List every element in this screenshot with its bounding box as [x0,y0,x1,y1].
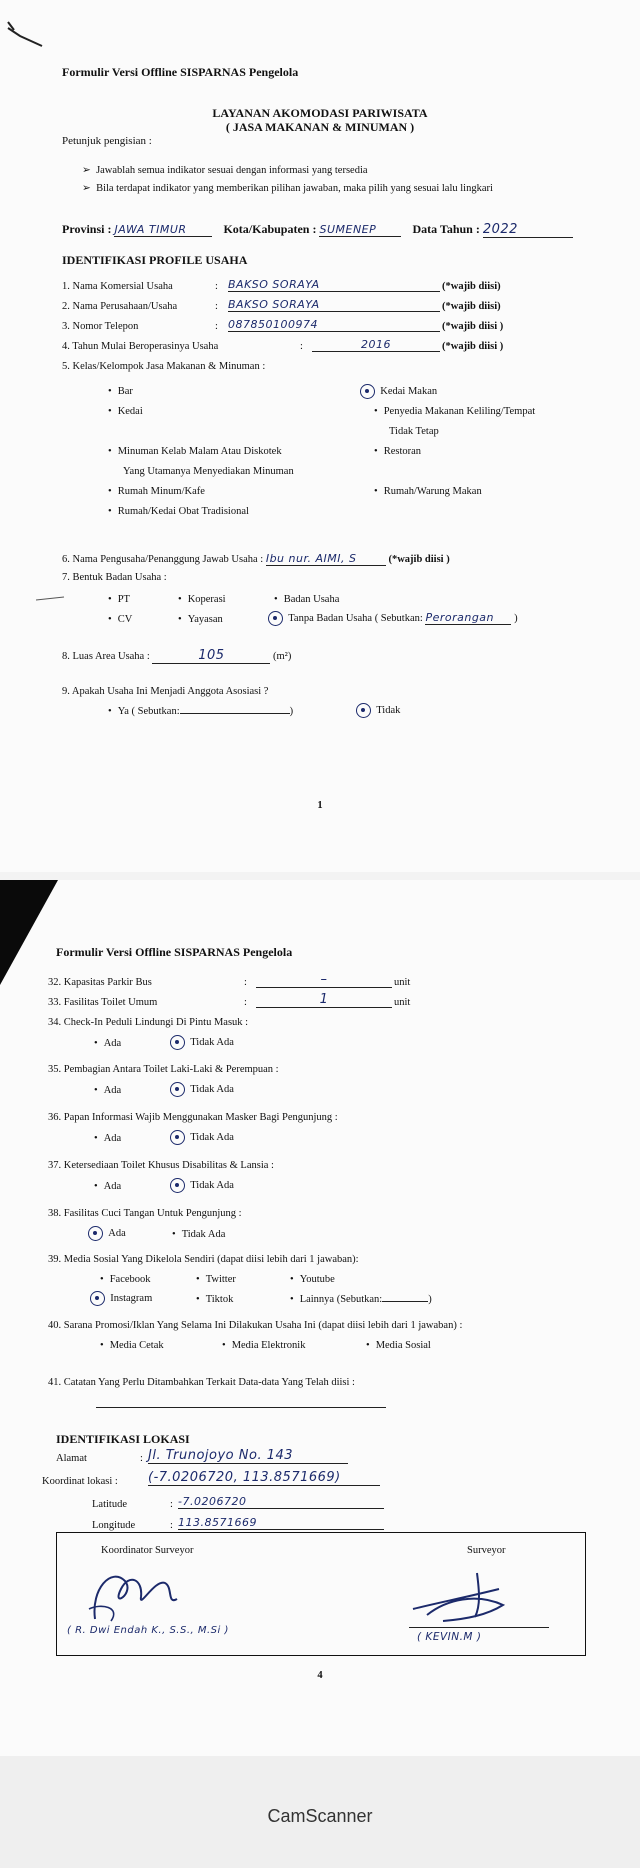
selected-circle-icon [170,1178,185,1193]
q3-required: (*wajib diisi ) [442,321,504,332]
scanner-brand: CamScanner [267,1806,373,1826]
option-pt[interactable]: • PT [108,594,130,605]
option-badan-usaha[interactable]: • Badan Usaha [274,594,339,605]
scanner-footer [0,1756,640,1868]
option-minuman-kelab[interactable]: • Minuman Kelab Malam Atau Diskotek [108,446,282,457]
q40-media-elektronik[interactable]: • Media Elektronik [222,1340,305,1351]
option-yayasan[interactable]: • Yayasan [178,614,223,625]
longitude-label: Longitude [92,1520,136,1531]
selected-circle-icon [360,384,375,399]
surveyor-signature [407,1569,527,1625]
q2-field[interactable]: BAKSO SORAYA [228,298,440,312]
q6-row: 6. Nama Pengusaha/Penanggung Jawab Usaha : Ibu nur. AIMI, S (*wajib diisi ) [62,552,450,565]
provinsi-field[interactable]: JAWA TIMUR [114,223,212,237]
latitude-label: Latitude [92,1499,127,1510]
form-page-1: Formulir Versi Offline SISPARNAS Pengelola LAYANAN AKOMODASI PARIWISATA ( JASA MAKANAN & MINUMAN ) Petunjuk pengisian : ➢ Jawablah semua indikator sesuai dengan informasi yang tersedia ➢ Bila terdapat indikator yang memberikan pilihan jawaban, maka pilih yang sesuai lalu lingkari Provinsi : JAWA TIMUR Kota/Kabupaten : SUMENEP Data Tahun : 2022 IDENTIFIKASI PROFILE USAHA 1. Nama Komersial Usaha : BAKSO SORAYA (*wajib diisi) 2. Nama Perusahaan/Usaha : BAKSO SORAYA (*wajib diisi) 3. Nomor Telepon : 087850100974 (*wajib diisi ) 4. Tahun Mulai Beroperasinya Usaha : 2016 (*wajib diisi ) 5. Kelas/Kelompok Jasa Makanan & Minuman : • Bar • Kedai • Minuman Kelab Malam Atau Diskotek Yang Utamanya Menyediakan Minuman • Rumah Minum/Kafe • Rumah/Kedai Obat Tradisional Kedai Makan • Penyedia Makanan Keliling/Tempat Tidak Tetap • Restoran • Rumah/Warung Makan 6. Nama Pengusaha/Penanggung Jawab Usaha : Ibu nur. AIMI, S (*wajib diisi ) 7. Bentuk Badan Usaha : • PT • Koperasi • Badan Usaha • CV • Yayasan Tanpa Badan Usaha ( Sebutkan: Perorangan ) 8. Luas Area Usaha : 105 (m²) 9. Apakah Usaha Ini Menjadi Anggota Asosiasi ? • Ya ( Sebutkan: ) Tidak 1 [0,0,640,872]
instruction-item: ➢ Bila terdapat indikator yang memberikan pilihan jawaban, maka pilih yang sesuai lalu lingkari [82,183,493,194]
option-kedai[interactable]: • Kedai [108,406,143,417]
q8-row: 8. Luas Area Usaha : 105 (m²) [62,648,292,663]
koordinator-signature [81,1559,191,1629]
kota-field[interactable]: SUMENEP [319,223,401,237]
selected-circle-icon [268,611,283,626]
selected-circle-icon [170,1082,185,1097]
option-kedai-obat[interactable]: • Rumah/Kedai Obat Tradisional [108,506,249,517]
q39-twitter[interactable]: • Twitter [196,1274,236,1285]
q38-label: 38. Fasilitas Cuci Tangan Untuk Pengunjung : [48,1208,242,1219]
lokasi-title: IDENTIFIKASI LOKASI [56,1432,190,1446]
option-kedai-makan[interactable]: Kedai Makan [360,384,437,399]
option-rumah-minum[interactable]: • Rumah Minum/Kafe [108,486,205,497]
option-rumah-warung[interactable]: • Rumah/Warung Makan [374,486,482,497]
q34-label: 34. Check-In Peduli Lindungi Di Pintu Masuk : [48,1017,249,1028]
q35-label: 35. Pembagian Antara Toilet Laki-Laki & Perempuan : [48,1064,279,1075]
instruction-item: ➢ Jawablah semua indikator sesuai dengan informasi yang tersedia [82,165,368,176]
q32-field[interactable]: – [256,972,392,988]
alamat-field[interactable]: Jl. Trunojoyo No. 143 [148,1448,348,1464]
selected-circle-icon [88,1226,103,1241]
q36-tidak-ada[interactable]: Tidak Ada [170,1130,234,1145]
q35-tidak-ada[interactable]: Tidak Ada [170,1082,234,1097]
option-restoran[interactable]: • Restoran [374,446,421,457]
form-subtitle: ( JASA MAKANAN & MINUMAN ) [225,120,415,134]
option-ya[interactable]: • Ya ( Sebutkan: ) [108,706,293,717]
option-koperasi[interactable]: • Koperasi [178,594,226,605]
option-penyedia-keliling-cont: Tidak Tetap [389,426,439,437]
scan-shadow [0,880,60,990]
q3-field[interactable]: 087850100974 [228,318,440,332]
q39-label: 39. Media Sosial Yang Dikelola Sendiri (dapat diisi lebih dari 1 jawaban): [48,1254,359,1265]
q36-ada[interactable]: • Ada [94,1133,121,1144]
q41-field[interactable] [96,1407,386,1408]
unit-label: unit [394,997,411,1008]
option-bar[interactable]: • Bar [108,386,133,397]
instructions-label: Petunjuk pengisian : [62,135,152,147]
q3-label: 3. Nomor Telepon [62,321,139,332]
latitude-field[interactable]: -7.0206720 [178,1495,384,1509]
pen-mark-icon [6,18,46,48]
q39-tiktok[interactable]: • Tiktok [196,1294,233,1305]
q4-label: 4. Tahun Mulai Beroperasinya Usaha [62,341,219,352]
alamat-label: Alamat [56,1453,87,1464]
q40-media-sosial[interactable]: • Media Sosial [366,1340,431,1351]
form-title: LAYANAN AKOMODASI PARIWISATA [212,106,428,120]
q1-required: (*wajib diisi) [442,281,501,292]
koordinator-label: Koordinator Surveyor [101,1545,194,1556]
provinsi-row: Provinsi : JAWA TIMUR Kota/Kabupaten : SUMENEP Data Tahun : 2022 [62,222,573,238]
koordinator-name: ( R. Dwi Endah K., S.S., M.Si ) [67,1625,229,1636]
q39-facebook[interactable]: • Facebook [100,1274,151,1285]
q32-label: 32. Kapasitas Parkir Bus [48,977,152,988]
unit-label: unit [394,977,411,988]
koordinat-field[interactable]: (-7.0206720, 113.8571669) [148,1470,380,1486]
q1-field[interactable]: BAKSO SORAYA [228,278,440,292]
q40-label: 40. Sarana Promosi/Iklan Yang Selama Ini Dilakukan Usaha Ini (dapat diisi lebih dari 1 jawaban) : [48,1320,463,1331]
q39-youtube[interactable]: • Youtube [290,1274,335,1285]
tahun-field[interactable]: 2022 [483,222,573,238]
arrow-icon: ➢ [82,165,97,176]
form-header: Formulir Versi Offline SISPARNAS Pengelola [56,945,293,959]
surveyor-label: Surveyor [467,1545,506,1556]
q34-tidak-ada[interactable]: Tidak Ada [170,1035,234,1050]
q38-tidak-ada[interactable]: • Tidak Ada [172,1229,225,1240]
signature-box [56,1532,586,1656]
option-cv[interactable]: • CV [108,614,132,625]
q37-ada[interactable]: • Ada [94,1181,121,1192]
koordinat-label: Koordinat lokasi : [42,1476,118,1487]
q37-tidak-ada[interactable]: Tidak Ada [170,1178,234,1193]
selected-circle-icon [170,1035,185,1050]
q1-label: 1. Nama Komersial Usaha [62,281,173,292]
section-title: IDENTIFIKASI PROFILE USAHA [62,253,248,267]
q4-required: (*wajib diisi ) [442,341,504,352]
q39-lainnya[interactable]: • Lainnya (Sebutkan: ) [290,1294,432,1305]
pen-stroke-icon [36,596,66,602]
q39-instagram[interactable]: Instagram [90,1291,152,1306]
q9-label: 9. Apakah Usaha Ini Menjadi Anggota Asosiasi ? [62,686,269,697]
q8-field[interactable]: 105 [152,648,270,664]
q33-field[interactable]: 1 [256,992,392,1008]
q7-label: 7. Bentuk Badan Usaha : [62,572,167,583]
q40-media-cetak[interactable]: • Media Cetak [100,1340,164,1351]
q41-label: 41. Catatan Yang Perlu Ditambahkan Terkait Data-data Yang Telah diisi : [48,1377,355,1388]
option-tidak[interactable]: Tidak [356,703,400,718]
q37-label: 37. Ketersediaan Toilet Khusus Disabilitas & Lansia : [48,1160,274,1171]
selected-circle-icon [170,1130,185,1145]
longitude-field[interactable]: 113.8571669 [178,1516,384,1530]
page-number: 4 [317,1670,323,1681]
q5-label: 5. Kelas/Kelompok Jasa Makanan & Minuman : [62,361,266,372]
form-header: Formulir Versi Offline SISPARNAS Pengelola [62,65,299,79]
selected-circle-icon [356,703,371,718]
form-page-2: Formulir Versi Offline SISPARNAS Pengelola 32. Kapasitas Parkir Bus : – unit 33. Fasilitas Toilet Umum : 1 unit 34. Check-In Peduli Lindungi Di Pintu Masuk : • Ada Tidak Ada 35. Pembagian Antara Toilet Laki-Laki & Perempuan : • Ada Tidak Ada 36. Papan Informasi Wajib Menggunakan Masker Bagi Pengunjung : • Ada Tidak Ada 37. Ketersediaan Toilet Khusus Disabilitas & Lansia : • Ada Tidak Ada 38. Fasilitas Cuci Tangan Untuk Pengunjung : Ada • Tidak Ada 39. Media Sosial Yang Dikelola Sendiri (dapat diisi lebih dari 1 jawaban): • Facebook • Twitter • Youtube Instagram • Tiktok • Lainnya (Sebutkan: ) 40. Sarana Promosi/Iklan Yang Selama Ini Dilakukan Usaha Ini (dapat diisi lebih dari 1 jawaban) : • Media Cetak • Media Elektronik • Media Sosial 41. Catatan Yang Perlu Ditambahkan Terkait Data-data Yang Telah diisi : IDENTIFIKASI LOKASI Alamat : Jl. Trunojoyo No. 143 Koordinat lokasi : (-7.0206720, 113.8571669) Latitude : -7.0206720 Longitude : 113.8571669 4 [0,880,640,1756]
option-penyedia-keliling[interactable]: • Penyedia Makanan Keliling/Tempat [374,406,535,417]
q34-ada[interactable]: • Ada [94,1038,121,1049]
q4-field[interactable]: 2016 [312,338,440,352]
option-minuman-kelab-cont: Yang Utamanya Menyediakan Minuman [123,466,294,477]
selected-circle-icon [90,1291,105,1306]
q36-label: 36. Papan Informasi Wajib Menggunakan Masker Bagi Pengunjung : [48,1112,338,1123]
surveyor-name: ( KEVIN.M ) [417,1631,482,1643]
q2-label: 2. Nama Perusahaan/Usaha [62,301,178,312]
q35-ada[interactable]: • Ada [94,1085,121,1096]
option-tanpa-badan-usaha[interactable]: Tanpa Badan Usaha ( Sebutkan: Perorangan ) [268,611,518,626]
q33-label: 33. Fasilitas Toilet Umum [48,997,158,1008]
q2-required: (*wajib diisi) [442,301,501,312]
q38-ada[interactable]: Ada [88,1226,126,1241]
arrow-icon: ➢ [82,183,97,194]
page-number: 1 [317,800,323,811]
q6-field[interactable]: Ibu nur. AIMI, S [266,552,386,566]
